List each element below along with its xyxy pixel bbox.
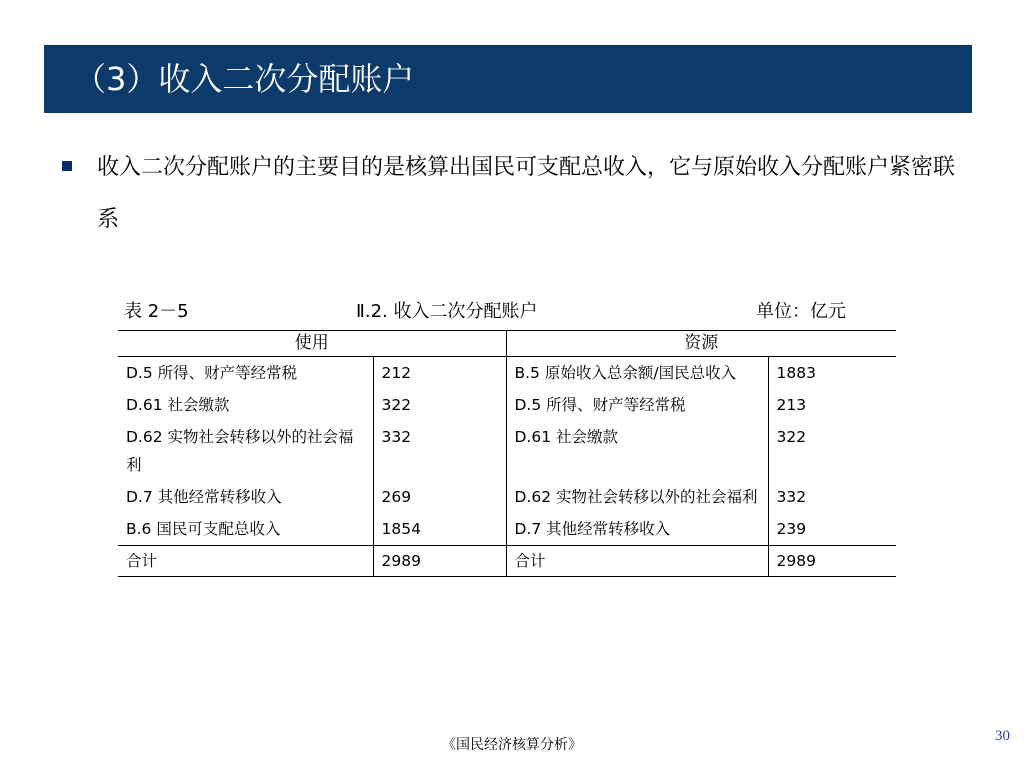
use-value: 322 <box>373 389 506 421</box>
footer-book-title: 《国民经济核算分析》 <box>442 737 582 753</box>
bullet-text: 收入二次分配账户的主要目的是核算出国民可支配总收入，它与原始收入分配账户紧密联系 <box>97 155 956 232</box>
resource-value: 239 <box>768 513 896 546</box>
account-table <box>118 330 896 577</box>
table-row <box>118 421 896 481</box>
use-label: D.62 实物社会转移以外的社会福利 <box>118 421 373 481</box>
use-label: D.5 所得、财产等经常税 <box>118 357 373 390</box>
use-value: 269 <box>373 481 506 513</box>
slide-title: （3）收入二次分配账户 <box>74 60 415 98</box>
resource-label: D.7 其他经常转移收入 <box>506 513 768 546</box>
resource-value: 332 <box>768 481 896 513</box>
table-row <box>118 357 896 390</box>
use-label: D.7 其他经常转移收入 <box>118 481 373 513</box>
table-row <box>118 389 896 421</box>
table-number: 表 2－5 <box>124 301 189 322</box>
resource-value: 1883 <box>768 357 896 390</box>
resource-value: 213 <box>768 389 896 421</box>
table-total-row <box>118 546 896 577</box>
table-header-row <box>118 331 896 357</box>
resource-label: D.62 实物社会转移以外的社会福利 <box>506 481 768 513</box>
total-resource-label: 合计 <box>506 546 768 577</box>
total-resource-value: 2989 <box>768 546 896 577</box>
use-value: 332 <box>373 421 506 481</box>
header-use: 使用 <box>118 331 506 357</box>
resource-value: 322 <box>768 421 896 481</box>
table-title: Ⅱ.2. 收入二次分配账户 <box>356 301 538 322</box>
resource-label: B.5 原始收入总余额/国民总收入 <box>506 357 768 390</box>
total-use-value: 2989 <box>373 546 506 577</box>
total-use-label: 合计 <box>118 546 373 577</box>
account-table-area <box>118 296 896 626</box>
use-value: 212 <box>373 357 506 390</box>
use-value: 1854 <box>373 513 506 546</box>
table-unit: 单位：亿元 <box>756 301 846 322</box>
resource-label: D.61 社会缴款 <box>506 421 768 481</box>
page-number: 30 <box>995 728 1010 744</box>
table-row <box>118 513 896 546</box>
use-label: D.61 社会缴款 <box>118 389 373 421</box>
header-resource: 资源 <box>506 331 896 357</box>
table-row <box>118 481 896 513</box>
title-bar <box>44 45 972 113</box>
use-label: B.6 国民可支配总收入 <box>118 513 373 546</box>
resource-label: D.5 所得、财产等经常税 <box>506 389 768 421</box>
bullet-square-icon <box>62 161 72 171</box>
